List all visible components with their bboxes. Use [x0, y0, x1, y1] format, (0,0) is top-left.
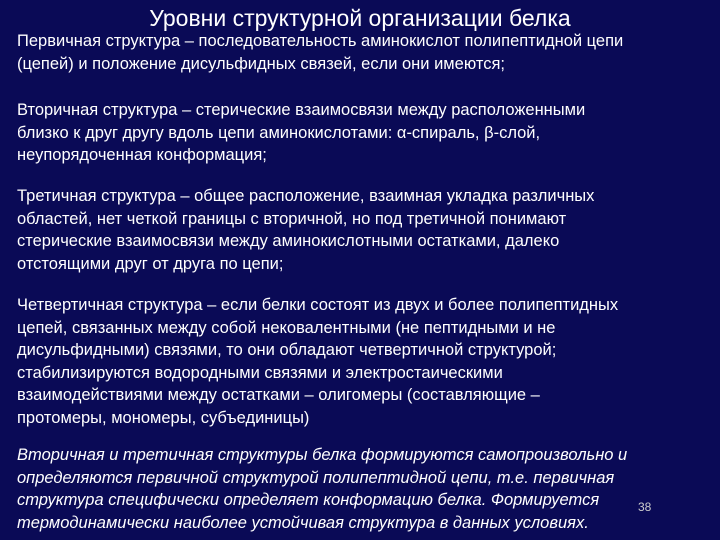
conclusion-paragraph: Вторичная и третичная структуры белка формируются самопроизвольно и определяются первичной структурой полипептидной цепи, т.е. первичная структура специфически определяет конформацию белка. Формируется термодинамически наиболее устойчивая структура в данных условиях. — [17, 446, 628, 532]
quaternary-structure-paragraph: Четвертичная структура – если белки состоят из двух и более полипептидных цепей, связанных между собой нековалентными (не пептидными и не дисульфидными) связями, то они обладают четвертичной структурой; стабилизируются водородными связями и электростаическими взаимодействиями между остатками – олигомеры (составляющие – протомеры, мономеры, субъединицы) — [17, 296, 619, 427]
page-number: 38 — [638, 500, 652, 514]
slide-title: Уровни структурной организации белка — [149, 5, 571, 31]
secondary-structure-paragraph: Вторичная структура – стерические взаимосвязи между расположенными близко к друг другу вдоль цепи аминокислотами: α-спираль, β-слой, неупорядоченная конформация; — [17, 101, 586, 164]
primary-structure-paragraph: Первичная структура – последовательность аминокислот полипептидной цепи (цепей) и положение дисульфидных связей, если они имеются; — [17, 32, 624, 73]
tertiary-structure-paragraph: Третичная структура – общее расположение, взаимная укладка различных областей, нет четкой границы с вторичной, но под третичной понимают стерические взаимосвязи между аминокислотными остатками, далеко отстоящими друг от друга по цепи; — [17, 187, 595, 273]
